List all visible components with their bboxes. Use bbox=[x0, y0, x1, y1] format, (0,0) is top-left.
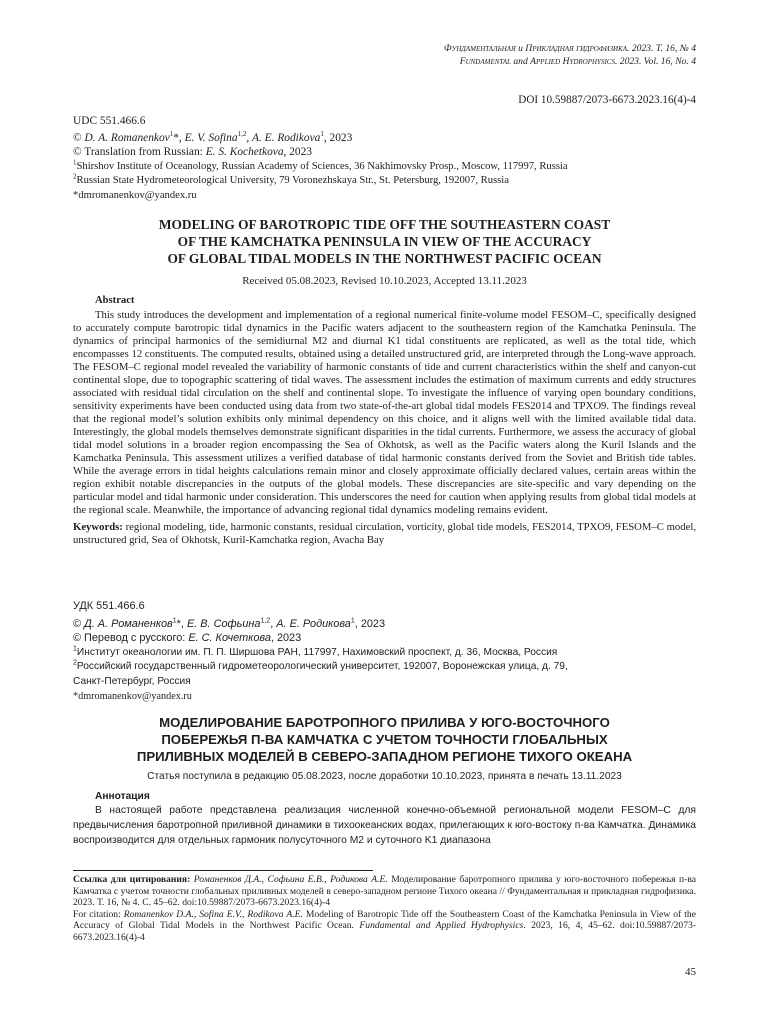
article-title-en: MODELING OF BAROTROPIC TIDE OFF THE SOUTHEASTERN COAST OF THE KAMCHATKA PENINSULA IN VIEW OF THE ACCURACY OF GLOBAL TIDAL MODELS IN THE NORTHWEST PACIFIC OCEAN bbox=[158, 216, 611, 266]
article-page bbox=[73, 42, 697, 978]
email-ru[interactable]: *dmromanenkov@yandex.ru bbox=[73, 690, 192, 702]
running-header-en: Fundamental and Applied Hydrophysics. 2023. Vol. 16, No. 4 bbox=[459, 56, 696, 67]
abstract-heading-ru: Аннотация bbox=[95, 790, 150, 802]
received-dates-ru: Статья поступила в редакцию 05.08.2023, после доработки 10.10.2023, принята в печать 13.11.2023 bbox=[147, 771, 622, 783]
footnote-divider bbox=[73, 870, 373, 871]
english-section bbox=[73, 114, 696, 547]
citation-ru: Ссылка для цитирования: Романенков Д.А., Софьина Е.В., Родикова А.Е. Моделирование баротропного прилива у юго-восточного побережья п-ва Камчатка с учетом точности глобальных приливных моделей в северо-западном регионе Тихого океана // Фундаментальная и прикладная гидрофизика. 2023. Т. 16, № 4. С. 45–62. doi:10.59887/2073-6673.2023.16(4)-4 bbox=[73, 874, 696, 909]
affiliation-1-en: $^1$Shirshov Institute of Oceanology, Russian Academy of Sciences, 36 Nakhimovsky Prosp., Moscow, 117997, Russia bbox=[73, 158, 568, 172]
running-header bbox=[73, 42, 696, 68]
doi[interactable]: DOI 10.59887/2073-6673.2023.16(4)-4 bbox=[518, 94, 696, 106]
email-en[interactable]: *dmromanenkov@yandex.ru bbox=[73, 189, 197, 201]
udc-en: UDC 551.466.6 bbox=[73, 115, 146, 127]
abstract-ru: В настоящей работе представлена реализация численной конечно-объемной региональной модели FESOM–C для предвычисления баротропной приливной динамики в тихоокеанских водах, прилегающих к юго-востоку п-ва Камчатка. Динамика воспроизводится для отдельных гармоник полусуточного M2 и суточного K1 диапазона bbox=[73, 805, 696, 846]
russian-section bbox=[73, 599, 696, 848]
abstract-heading-en: Abstract bbox=[95, 295, 135, 307]
abstract-en: This study introduces the development and implementation of a regional numerical finite-volume model FESOM–C, specifically designed to accurately compute barotropic tidal dynamics in the Pacific waters adjacent to the southeastern region of the Kamchatka Peninsula. The dynamics of principal harmonics of the semidiurnal M2 and diurnal K1 tidal constituents are replicated, as well as the total tide, which encompasses 12 constituents. The computed results, obtained using a detailed unstructured grid, are interpreted through the Long-wave approach. The FESOM–C regional model revealed the variability of harmonic constants of tide and current characteristics within the shelf and canyon-cut continental slope, due to topographic scattering of tidal waves. The assessment includes the estimation of maximum currents and eddy structures associated with residual tidal circulation on the shelf and continental slope. To investigate the influence of varying open boundary conditions, sensitivity experiments have been conducted using data from two state-of-the-art global tidal models FES2014 and TPXO9. The findings reveal that the regional model’s solution exhibits only minimal dependency on this choice, and it aligns well with the limited available tidal data. Interestingly, the global models themselves demonstrate significant disparities in the tidal currents. Furthermore, we assess the accuracy of global tidal model solutions in a broader region encompassing the Sea of Okhotsk, as well as the Pacific waters along the Kuril Islands and the Kamchatka Peninsula. This assessment utilizes a verified database of tidal harmonic constants derived from the Soviet and British tide tables. While the average errors in tidal heights calculations remain minor and closely approximate officially declared values, certain areas within the region exhibit notable discrepancies in the outputs of the global models. These discrepancies are site-specific and vary depending on the particular model and tidal harmonic under consideration. This underscores the need for caution when applying results from global tidal models at the regional scale. Meanwhile, the importance of advancing regional tidal dynamics modeling remains evident. bbox=[73, 308, 696, 517]
citation-block bbox=[73, 874, 696, 944]
translator-ru: © Перевод с русского: Е. С. Кочеткова, 2023 bbox=[73, 632, 302, 645]
affiliation-2-ru: $^2$Российский государственный гидрометеорологический университет, 192007, Воронежская улица, д. 79, bbox=[73, 659, 568, 673]
keywords-en: Keywords: regional modeling, tide, harmonic constants, residual circulation, vorticity, global tide models, FES2014, TPXO9, FESOM–C model, unstructured grid, Sea of Okhotsk, Kuril-Kamchatka region, Avacha Bay bbox=[73, 520, 696, 546]
citation-en: For citation: Romanenkov D.A., Sofina E.V., Rodikova A.E. Modeling of Barotropic Tide off the Southeastern Coast of the Kamchatka Peninsula in View of the Accuracy of Global Tidal Models in the Northwest Pacific Ocean. Fundamental and Applied Hydrophysics. 2023, 16, 4, 45–62. doi:10.59887/2073-6673.2023.16(4)-4 bbox=[73, 908, 697, 943]
received-dates-en: Received 05.08.2023, Revised 10.10.2023, Accepted 13.11.2023 bbox=[242, 274, 527, 287]
page-number: 45 bbox=[685, 966, 696, 978]
running-header-ru: Фундаментальная и Прикладная гидрофизика. 2023. Т. 16, № 4 bbox=[443, 43, 696, 54]
translator-en: © Translation from Russian: E. S. Kochetkova, 2023 bbox=[73, 146, 312, 159]
affiliation-2-ru-cont: Санкт-Петербург, Россия bbox=[73, 675, 191, 687]
article-title-ru: МОДЕЛИРОВАНИЕ БАРОТРОПНОГО ПРИЛИВА У ЮГО-ВОСТОЧНОГО ПОБЕРЕЖЬЯ П-ВА КАМЧАТКА С УЧЕТОМ ТОЧНОСТИ ГЛОБАЛЬНЫХ ПРИЛИВНЫХ МОДЕЛЕЙ В СЕВЕРО-ЗАПАДНОМ РЕГИОНЕ ТИХОГО ОКЕАНА bbox=[136, 715, 633, 765]
udc-ru: УДК 551.466.6 bbox=[73, 600, 145, 612]
affiliation-1-ru: $^1$Институт океанологии им. П. П. Ширшова РАН, 117997, Нахимовский проспект, д. 36, Москва, Россия bbox=[73, 645, 558, 658]
authors-ru: © Д. А. Романенков$^1$*, Е. В. Софьина$^{1,2}$, А. Е. Родикова$^1$, 2023 bbox=[73, 616, 386, 630]
authors-en: © D. A. Romanenkov$^1$*, E. V. Sofina$^{1,2}$, A. E. Rodikova$^1$, 2023 bbox=[73, 129, 353, 144]
affiliation-2-en: $^2$Russian State Hydrometeorological University, 79 Voronezhskaya Str., St. Petersburg, 192007, Russia bbox=[73, 172, 509, 187]
